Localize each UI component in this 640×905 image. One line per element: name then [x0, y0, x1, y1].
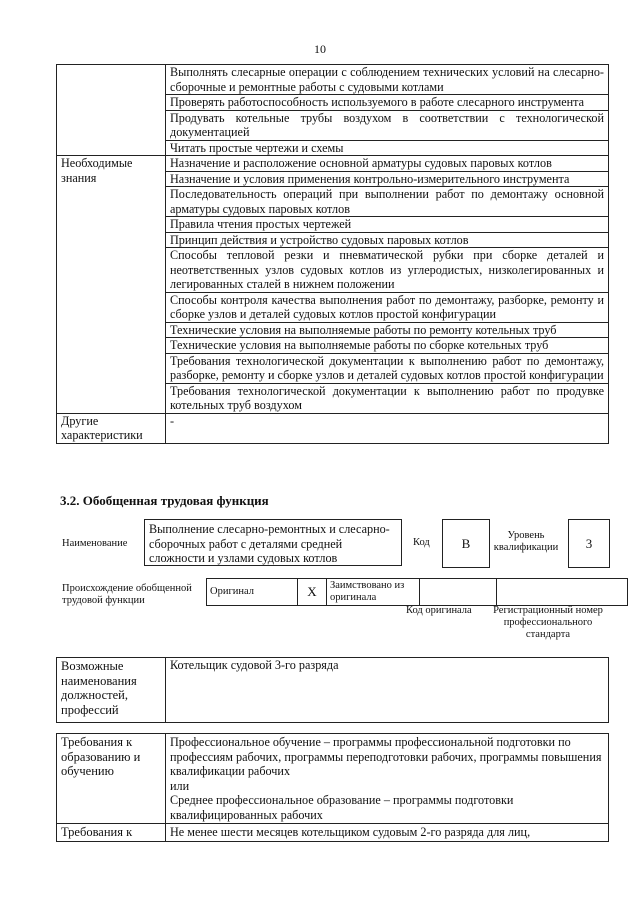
row-text: Назначение и расположение основной арматуры судовых паровых котлов [166, 156, 609, 172]
possible-names-table [56, 657, 609, 723]
origin-label: Происхождение обобщенной трудовой функции [62, 583, 192, 606]
row-label: Необходимые знания [57, 156, 166, 414]
row-text: Последовательность операций при выполнении работ по демонтажу основной арматуры судовых паровых котлов [166, 187, 609, 217]
skills-knowledge-table [56, 64, 609, 444]
row-label: Другие характеристики [57, 413, 166, 443]
table-row [57, 156, 609, 172]
education-line: Среднее профессиональное образование – программы подготовки квалифицированных рабочих [170, 793, 514, 822]
row-text: Требования технологической документации к выполнению работ по продувке котельных труб воздухом [166, 383, 609, 413]
possible-names-value: Котельщик судовой 3-го разряда [166, 658, 609, 723]
row-text: - [166, 413, 609, 443]
code-value: B [442, 519, 490, 568]
row-text: Принцип действия и устройство судовых паровых котлов [166, 232, 609, 248]
row-text: Назначение и условия применения контрольно-измерительного инструмента [166, 171, 609, 187]
row-text: Читать простые чертежи и схемы [166, 140, 609, 156]
row-text: Требования технологической документации к выполнению работ по демонтажу, разборке, ремонту и сборке узлов и деталей судовых котлов простой конфигурации [166, 353, 609, 383]
row-text: Технические условия на выполняемые работы по сборке котельных труб [166, 338, 609, 354]
row-text: Технические условия на выполняемые работы по ремонту котельных труб [166, 322, 609, 338]
original-label: Оригинал [207, 579, 298, 606]
table-row [57, 65, 609, 95]
table-row [57, 413, 609, 443]
function-name-value: Выполнение слесарно-ремонтных и слесарно-сборочных работ с деталями средней сложности и узлами судовых котлов [144, 519, 402, 566]
code-label: Код [413, 537, 430, 548]
code-caption: Код оригинала [406, 605, 472, 616]
row-text: Продувать котельные трубы воздухом в соответствии с технологической документацией [166, 110, 609, 140]
original-code-cell [420, 579, 497, 606]
row-text: Правила чтения простых чертежей [166, 217, 609, 233]
name-label: Наименование [62, 538, 128, 549]
education-table [56, 733, 609, 842]
row-text: Способы тепловой резки и пневматической рубки при сборке деталей и неответственных узлов судовых котлов из углеродистых, низколегированных и легированных сталей в нижнем положении [166, 248, 609, 293]
section-title: 3.2. Обобщенная трудовая функция [60, 493, 269, 508]
education-line: или [170, 778, 190, 793]
row-text: Проверять работоспособность используемого в работе слесарного инструмента [166, 95, 609, 111]
education-value [166, 734, 609, 824]
registration-number-cell [497, 579, 628, 606]
origin-table [206, 578, 628, 606]
registration-caption: Регистрационный номер профессионального стандарта [493, 605, 603, 640]
original-mark: X [298, 579, 327, 606]
row-text: Выполнять слесарные операции с соблюдением технических условий на слесарно-сборочные и ремонтные работы с судовыми котлами [166, 65, 609, 95]
level-label: Уровень квалификации [493, 530, 559, 553]
page-number: 10 [314, 42, 326, 56]
education-line: Профессиональное обучение – программы профессиональной подготовки по профессиям рабочих, программы переподготовки рабочих, программы повышения квалификации рабочих [170, 735, 602, 778]
level-value: 3 [568, 519, 610, 568]
row-text: Способы контроля качества выполнения работ по демонтажу, разборке, ремонту и сборке узлов и деталей судовых котлов простой конфигурации [166, 292, 609, 322]
possible-names-label: Возможные наименования должностей, профессий [57, 658, 166, 723]
row-label [57, 65, 166, 156]
borrowed-label: Заимствовано из оригинала [327, 579, 420, 606]
experience-label: Требования к [57, 824, 166, 842]
experience-value: Не менее шести месяцев котельщиком судовым 2-го разряда для лиц, [166, 824, 609, 842]
education-label: Требования к образованию и обучению [57, 734, 166, 824]
